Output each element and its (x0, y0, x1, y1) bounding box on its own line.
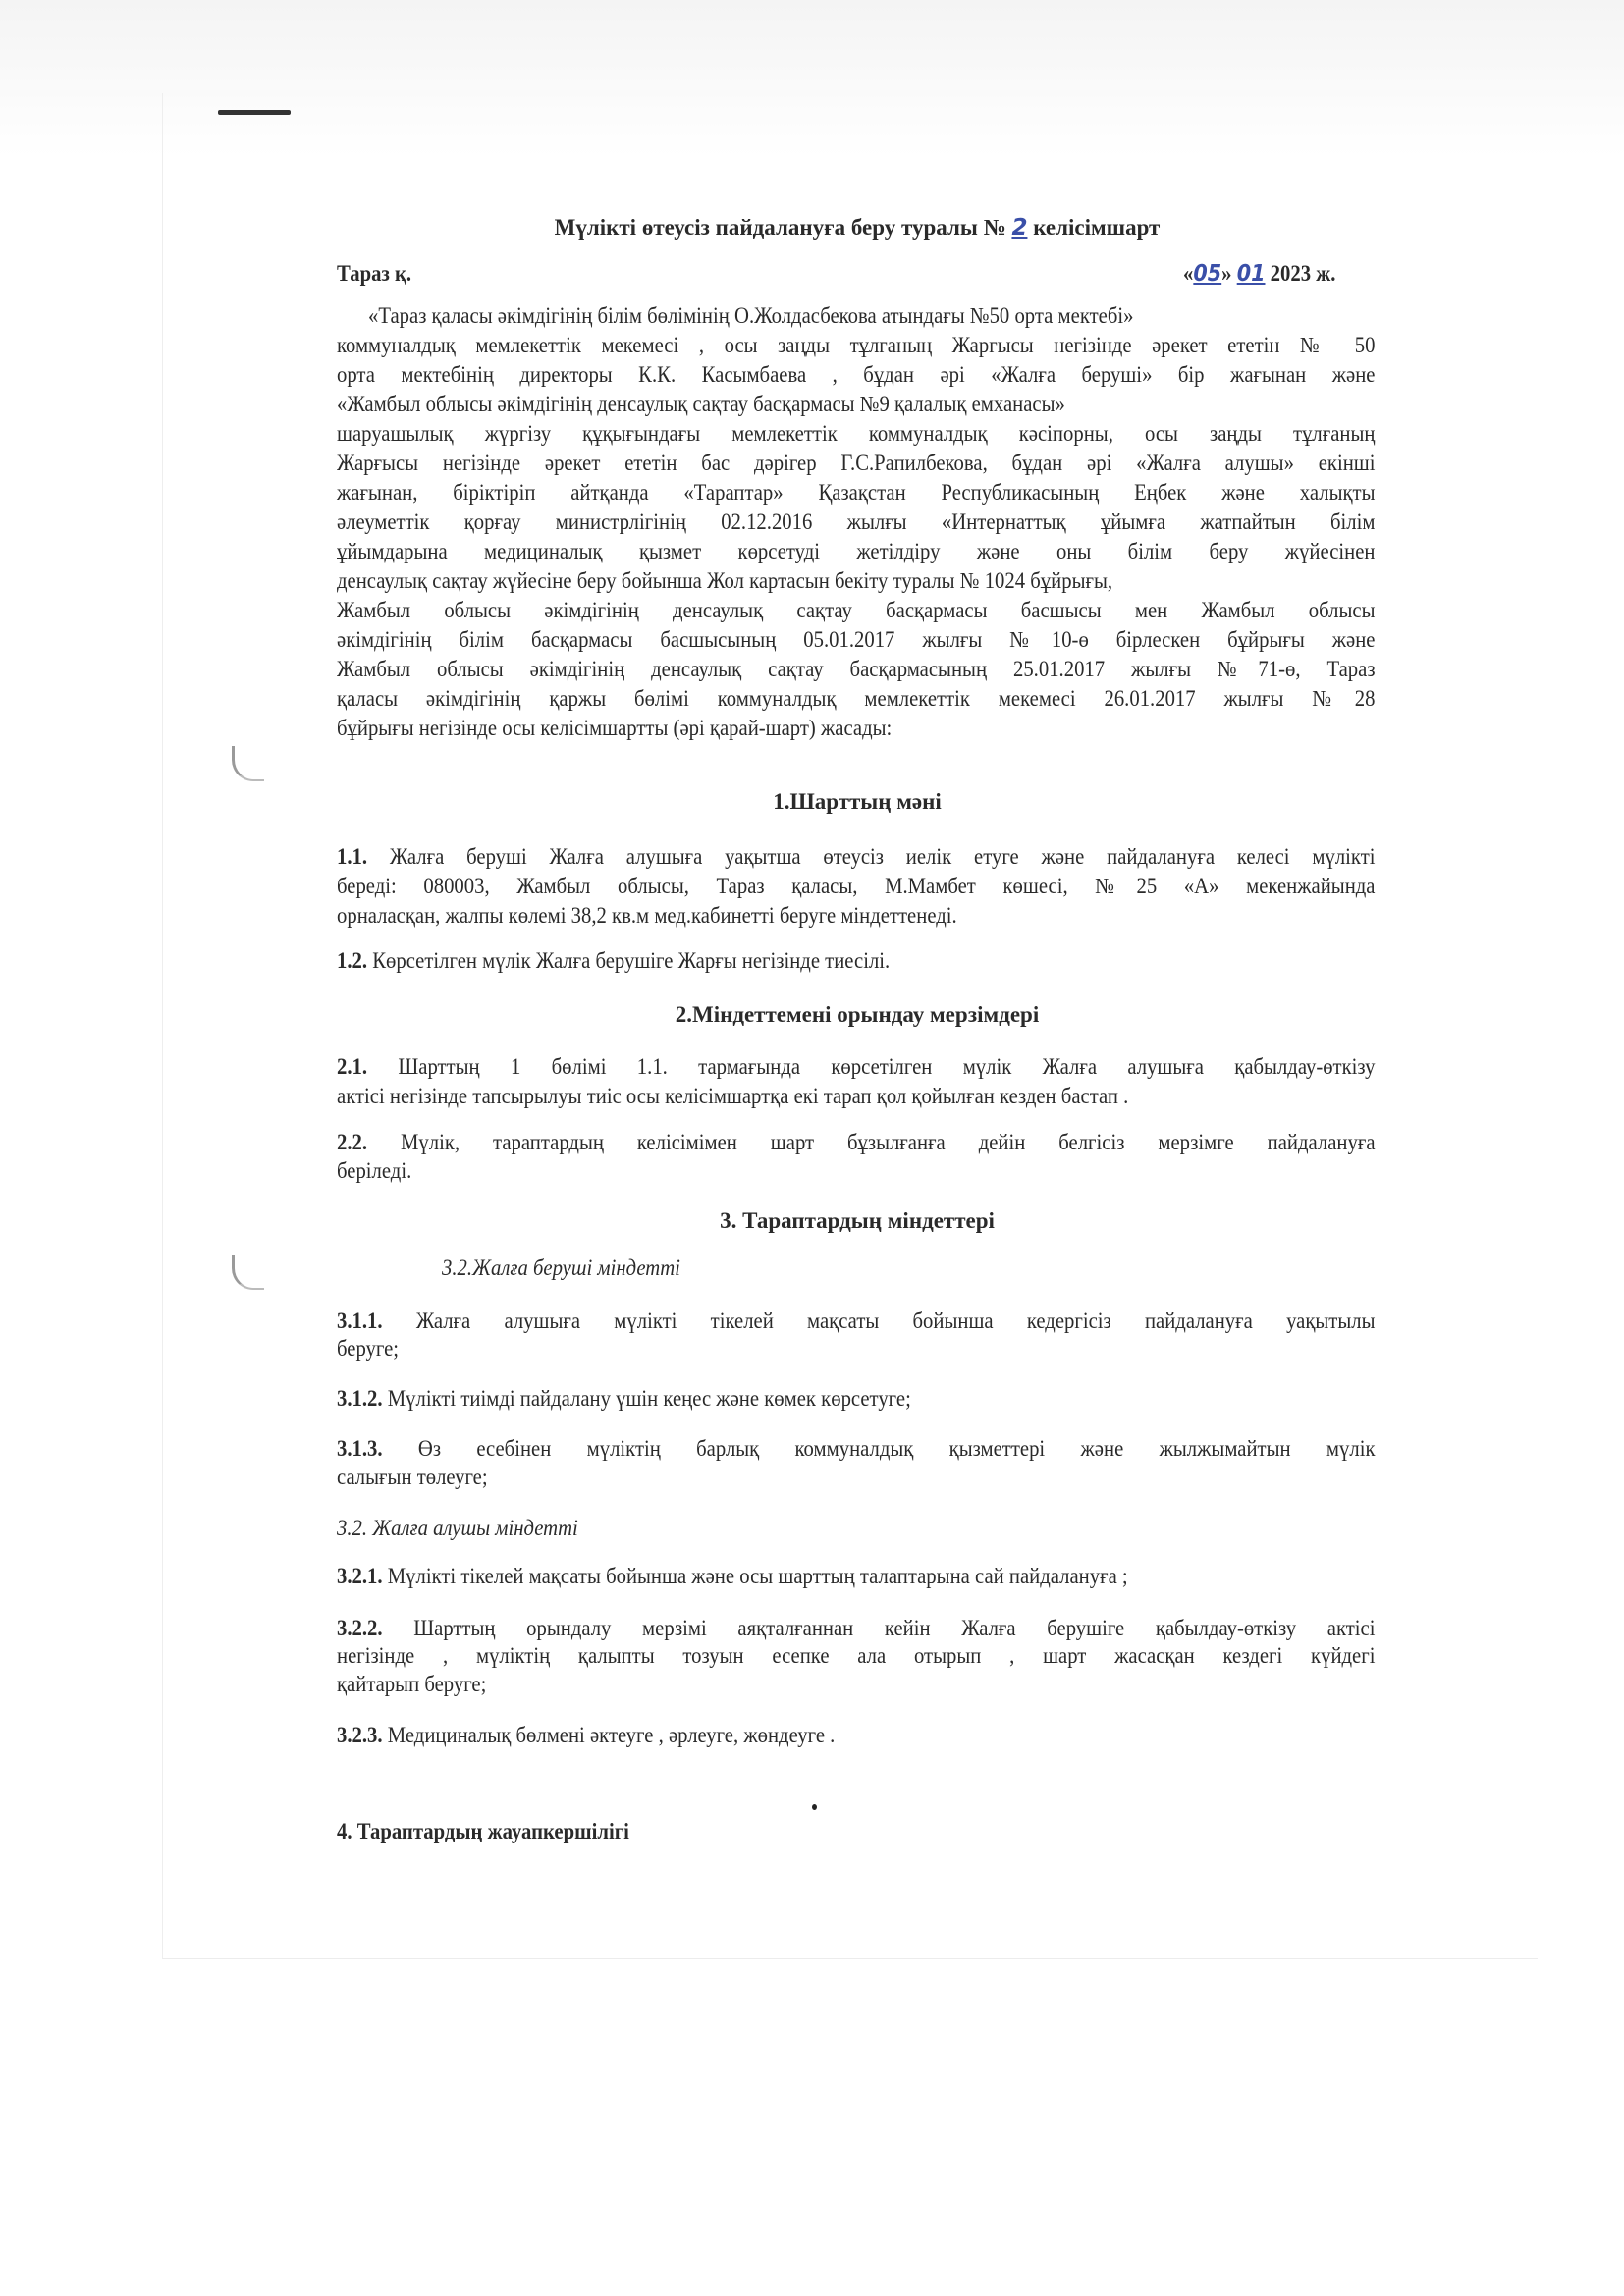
clause-text: Мүлік, тараптардың келісімімен шарт бұзылғанға дейін белгісіз мерзімге пайдалануға (401, 1130, 1376, 1154)
subheading-lessee-duties: 3.2. Жалға алушы міндетті (337, 1516, 578, 1540)
preamble-line: шаруашылық жүргізу құқығындағы мемлекеттік коммуналдық кәсіпорны, осы заңды тұлғаның (337, 421, 1376, 446)
preamble-line: Жамбыл облысы әкімдігінің денсаулық сақтау басқармасының 25.01.2017 жылғы №71-ө, Тараз (337, 657, 1376, 681)
section-heading-1: 1.Шарттың мәні (773, 789, 942, 814)
clause-line: салығын төлеуге; (337, 1465, 488, 1489)
clause-number: 3.1.2. (337, 1386, 383, 1411)
clause-line: орналасқан, жалпы көлемі 38,2 кв.м мед.кабинетті беруге міндеттенеді. (337, 903, 957, 928)
clause-line (337, 1129, 1376, 1156)
preamble-line: қаласы әкімдігінің қаржы бөлімі коммуналдық мемлекеттік мекемесі 26.01.2017 жылғы №28 (337, 686, 1376, 711)
clause-text: Жалға беруші Жалға алушыға уақытша өтеусіз иелік етуге және пайдалануға келесі мүлікті (389, 844, 1376, 869)
section-heading-3: 3. Тараптардың міндеттері (720, 1208, 995, 1233)
date-day-handwritten: 05 (1193, 261, 1222, 287)
clause-number: 3.2.1. (337, 1564, 383, 1588)
preamble-line: Жамбыл облысы әкімдігінің денсаулық сақтау басқармасы басшысы мен Жамбыл облысы (337, 598, 1376, 622)
date-quote: « (1183, 261, 1194, 286)
preamble-line: орта мектебінің директоры К.К. Касымбаева , бұдан әрі «Жалға беруші» бір жағынан және (337, 362, 1376, 387)
title-text: Мүлікті өтеусіз пайдалануға беру туралы № (554, 215, 1006, 240)
date-year: 2023 ж. (1270, 261, 1336, 286)
preamble-line: бұйрығы негізінде осы келісімшартты (әрі қарай-шарт) жасады: (337, 716, 893, 740)
subheading-lessor-duties: 3.2.Жалға беруші міндетті (442, 1255, 680, 1280)
clause-number: 1.1. (337, 844, 368, 869)
preamble-line: «Тараз қаласы әкімдігінің білім бөлімінің О.Жолдасбекова атындағы №50 орта мектебі» (368, 303, 1134, 328)
clause-number: 2.2. (337, 1130, 368, 1154)
clause-line (337, 1308, 1376, 1335)
clause-text: Шарттың орындалу мерзімі аяқталғаннан кейін Жалға берушіге қабылдау-өткізу актісі (413, 1616, 1376, 1640)
section-heading-2: 2.Міндеттемені орындау мерзімдері (675, 1002, 1040, 1027)
clause-line: береді: 080003, Жамбыл облысы, Тараз қаласы, М.Мамбет көшесі, №25 «А» мекенжайында (337, 874, 1376, 898)
place: Тараз қ. (337, 261, 412, 286)
clause-line (337, 947, 1273, 975)
clause-line (337, 1385, 1273, 1413)
section-heading-4: 4. Тараптардың жауапкершілігі (337, 1819, 629, 1843)
clause-text: Өз есебінен мүліктің барлық коммуналдық қызметтері және жылжымайтын мүлік (417, 1436, 1376, 1461)
preamble-line: әкімдігінің білім басқармасы басшысының 05.01.2017 жылғы №10-ө бірлескен бұйрығы және (337, 627, 1376, 652)
contract-number-handwritten: 2 (1011, 215, 1028, 240)
title-suffix: келісімшарт (1033, 215, 1161, 240)
clause-number: 3.2.3. (337, 1723, 383, 1747)
preamble-line: Жарғысы негізінде әрекет ететін бас дәрігер Г.С.Рапилбекова, бұдан әрі «Жалға алушы» екінші (337, 451, 1376, 475)
clause-line (337, 1615, 1376, 1642)
clause-number: 1.2. (337, 948, 368, 973)
clause-line: негізінде , мүліктің қалыпты тозуын есепке ала отырып , шарт жасасқан кездегі күйдегі (337, 1643, 1376, 1668)
clause-line: беруге; (337, 1336, 400, 1361)
scan-mark (218, 110, 291, 115)
document-title (337, 214, 1378, 241)
preamble-line: коммуналдық мемлекеттік мекемесі , осы заңды тұлғаның Жарғысы негізінде әрекет ететін № 50 (337, 333, 1376, 357)
clause-text: Мүлікті тікелей мақсаты бойынша және осы шарттың талаптарына сай пайдалануға ; (387, 1564, 1128, 1588)
clause-text: Медициналық бөлмені әктеуге , әрлеуге, жөндеуге . (387, 1723, 836, 1747)
clause-line: беріледі. (337, 1158, 412, 1183)
clause-line: қайтарып беруге; (337, 1672, 487, 1696)
preamble-line: «Жамбыл облысы әкімдігінің денсаулық сақтау басқармасы №9 қалалық емханасы» (337, 392, 1065, 416)
clause-number: 2.1. (337, 1054, 368, 1079)
clause-number: 3.1.3. (337, 1436, 383, 1461)
stray-dot (812, 1804, 817, 1810)
clause-number: 3.2.2. (337, 1616, 383, 1640)
clause-line (337, 1053, 1376, 1081)
clause-text: Шарттың 1 бөлімі 1.1. тармағында көрсетілген мүлік Жалға алушыға қабылдау-өткізу (398, 1054, 1376, 1079)
date-quote: » (1221, 261, 1232, 286)
preamble-line: ұйымдарына медициналық қызмет көрсетуді жетілдіру және оны білім беру жүйесінен (337, 539, 1376, 563)
clause-line: актісі негізінде тапсырылуы тиіс осы келісімшартқа екі тарап қол қойылған кезден бастап . (337, 1084, 1129, 1108)
preamble-line: денсаулық сақтау жүйесіне беру бойынша Жол картасын бекіту туралы № 1024 бұйрығы, (337, 568, 1113, 593)
clause-line (337, 1435, 1376, 1463)
clause-text: Мүлікті тиімді пайдалану үшін кеңес және көмек көрсетуге; (387, 1386, 911, 1411)
clause-number: 3.1.1. (337, 1308, 383, 1333)
clause-line (337, 843, 1376, 871)
clause-line (337, 1563, 1273, 1590)
contract-date (1183, 260, 1360, 288)
clause-text: Көрсетілген мүлік Жалға берушіге Жарғы негізінде тиесілі. (372, 948, 891, 973)
clause-line (337, 1722, 1273, 1749)
preamble-line: әлеуметтік қорғау министрлігінің 02.12.2016 жылғы «Интернаттық ұйымға жатпайтын білім (337, 509, 1376, 534)
preamble-line: жағынан, біріктіріп айтқанда «Тараптар» Қазақстан Республикасының Еңбек және халықты (337, 480, 1376, 505)
date-month-handwritten: 01 (1236, 261, 1266, 287)
clause-text: Жалға алушыға мүлікті тікелей мақсаты бойынша кедергісіз пайдалануға уақытылы (415, 1308, 1376, 1333)
